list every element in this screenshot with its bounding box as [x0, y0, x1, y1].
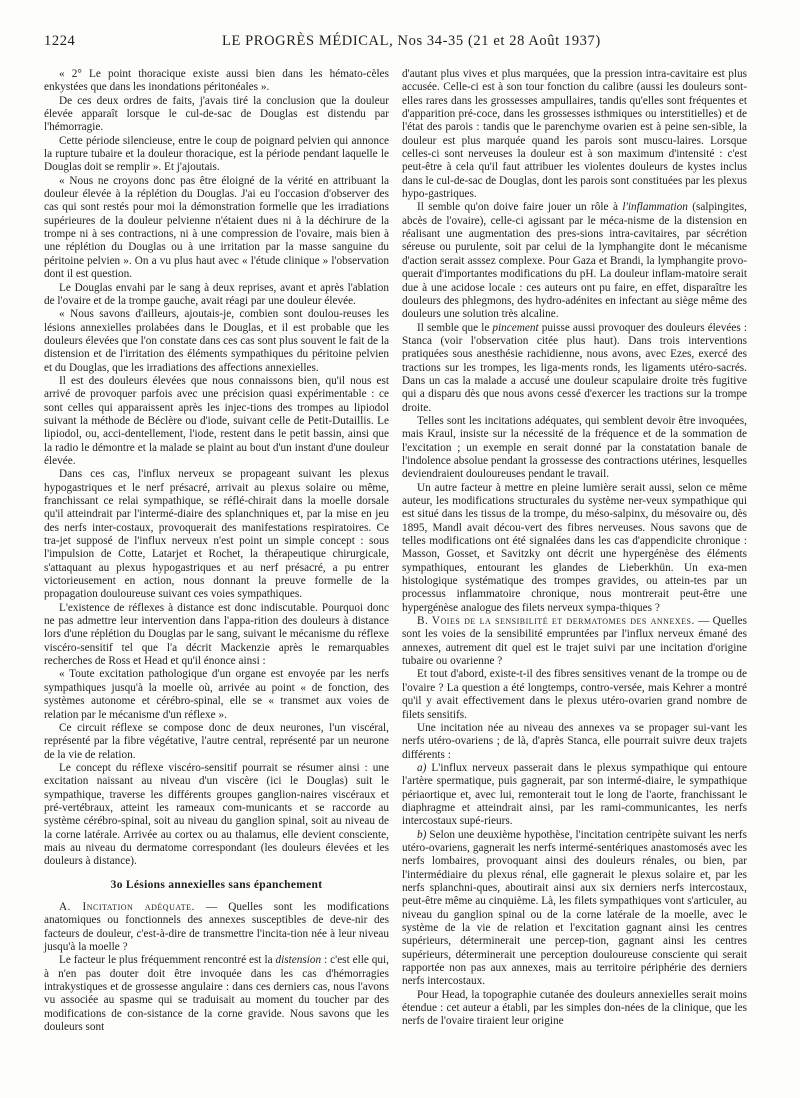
paragraph: Cette période silencieuse, entre le coup de poignard pelvien qui annonce la rupture tubaire et la douleur thoracique, est la période pendant laquelle le Douglas doit se remplir ». Et j'ajoutais.	[44, 134, 389, 174]
paragraph-text: puisse aussi provoquer des douleurs élevées : Stanca (voir l'observation citée plus haut). Dans trois interventions pratiquées sous anesthésie rachidienne, nous avons, avec Ezes, exercé des tractions sur les trompes, les liga-ments ronds, les ligaments utéro-sacrés. Dans un cas la malade a accusé une douleur scapulaire droite très fugitive qui a disparu dès que nous avons cessé d'exercer les tractions sur la trompe droite.	[402, 321, 747, 414]
paragraph: Il est des douleurs élevées que nous connaissons bien, qu'il nous est arrivé de provoquer parfois avec une précision quasi expérimentable : ce sont celles qui apparaissent après les injec-tions des trompes au lipiodol suivant la méthode de Béclère ou d'iode, suivant celle de Petit-Dutaillis. Le lipiodol, ou, acci-dentellement, l'iode, restent dans le petit bassin, ainsi que la radio le démontre et la malade se plaint au bout d'un instant d'une douleur élevée.	[44, 374, 389, 467]
paragraph-text: — Quelles sont les modifications anatomiques ou fonctionnels des annexes susceptibles de deve-nir des facteurs de douleur, c'est-à-dire de transmettre l'incita-tion née à leur niveau jusqu'à la moelle ?	[44, 900, 389, 953]
quotation: « Toute excitation pathologique d'un organe est envoyée par les nerfs sympathiques jusqu'à la moelle où, arrivée au point « de fonction, des systèmes autonome et cérébro-spinal, elle se « transmet aux voies de relation par le mécanisme d'un réflexe ».	[44, 668, 389, 721]
paragraph-text: Le facteur le plus fréquemment rencontré est la	[59, 954, 276, 967]
paragraph-text: Il semble que le	[417, 321, 493, 334]
subsection-label: B. Voies de la sensibilité et dermatomes des annexes.	[417, 615, 695, 628]
paragraph: Le concept du réflexe viscéro-sensitif pourrait se résumer ainsi : une excitation naissant au niveau d'un viscère (ici le Douglas) suit le sympathique, traverse les différents groupes ganglion-naires viscéraux et pré-vertébraux, atteint les rameaux com-municants et se raccorde au système cérébro-spinal, soit au niveau du ganglion spinal, soit au niveau de la corne latérale. Arrivée au cortex ou au thalamus, elle devient consciente, mais au niveau du dermatome correspondant (les douleurs élevées et les douleurs à distance).	[44, 761, 389, 868]
paragraph: De ces deux ordres de faits, j'avais tiré la conclusion que la douleur élevée apparaît lorsque le cul-de-sac de Douglas est distendu par l'hémorragie.	[44, 94, 389, 134]
paragraph	[402, 615, 747, 668]
subsection-label: A. Incitation adéquate.	[59, 900, 195, 913]
list-label: a)	[417, 761, 427, 774]
paragraph: Telles sont les incitations adéquates, qui semblent devoir être invoquées, mais Kraul, insiste sur la nécessité de la fréquence et de la sommation de l'excitation ; un exemple en serait donné par la constatation banale de l'indolence absolue pendant la grossesse des contractions utérines, lesquelles deviendraient douloureuses pendant le travail.	[402, 414, 747, 481]
paragraph	[402, 201, 747, 321]
running-title: LE PROGRÈS MÉDICAL, Nos 34-35 (21 et 28 Août 1937)	[222, 33, 601, 49]
paragraph	[44, 954, 389, 1034]
paragraph: Le Douglas envahi par le sang à deux reprises, avant et après l'ablation de l'ovaire et de la trompe gauche, avait réagi par une douleur élevée.	[44, 281, 389, 307]
paragraph: Une incitation née au niveau des annexes va se propager sui-vant les nerfs utéro-ovariens ; de là, d'après Stanca, elle pourrait suivre deux trajets différents :	[402, 721, 747, 761]
emphasis: pincement	[492, 321, 539, 334]
paragraph-text: — Quelles sont les voies de la sensibilité empruntées par l'influx nerveux émané des annexes, autrement dit quel est le trajet suivi par une incitation d'origine tubaire ou ovarienne ?	[402, 615, 747, 668]
paragraph: Pour Head, la topographie cutanée des douleurs annexielles serait moins étendue : cet auteur a établi, par les simples don-nées de la clinique, que les nerfs de l'ovaire tiraient leur origine	[402, 988, 747, 1028]
paragraph-text: : c'est elle qui, à n'en pas douter doit être invoquée dans les cas d'hémorragies intrakystiques et de grossesse angulaire : dans ces derniers cas, nous l'avons vu associée au spasme qui se traduisait au moment du toucher par des modifications de con-sistance de la corne gravide. Nous savons que les douleurs sont	[44, 954, 389, 1034]
paragraph	[402, 762, 747, 829]
paragraph: d'autant plus vives et plus marquées, que la pression intra-cavitaire est plus accusée. Celle-ci est à son tour fonction du calibre (aussi les douleurs sont-elles rares dans les grossesses ampullaires, tandis qu'elles sont fréquentes et d'apparition pré-coce, dans les grossesses isthmiques ou interstitielles) et de l'état des parois : tandis que le parenchyme ovarien est à peine sen-sible, la douleur est plus marquée quand les parois sont muscu-laires. Lorsque celles-ci sont nerveuses la douleur est à son maximum d'intensité : c'est peut-être à cela qu'il faut attribuer les violentes douleurs de kystes inclus dans le cul-de-sac de Douglas, dont les parois sont constituées par les plexus hypo-gastriques.	[402, 68, 747, 201]
paragraph	[44, 901, 389, 954]
page-header	[44, 33, 760, 53]
paragraph-text: Selon une deuxième hypothèse, l'incitation centripète suivant les nerfs utéro-ovariens, gagnerait les nerfs intermé-sentériques anastomosés avec les nerfs lombaires, provoquant ainsi des douleurs rénales, ou bien, par l'intermédiaire du plexus rénal, elle gagnerait le plexus solaire et, par les nerfs splanchni-ques, aboutirait ainsi aux six derniers nerfs intercostaux, peut-être même au cinquième. Là, les filets sympathiques vont s'articuler, au niveau du ganglion spinal ou de la corne latérale de la moelle, avec le système de la vie de relation et l'excitation gagnant ainsi les centres supérieurs, déterminerait une percep-tion, gagnant ainsi les centres supérieurs, déterminerait une perception douloureuse consciente qui serait rapportée non pas aux annexes, mais au territoire périphérie des derniers nerfs intercostaux.	[402, 828, 747, 988]
left-column	[44, 68, 389, 1034]
paragraph-text: L'influx nerveux passerait dans le plexus sympathique qui entoure l'artère spermatique, puis gagnerait, par son intermé-diaire, le sympathique périaortique et, avec lui, remonterait tout le long de l'aorte, franchissant le diaphragme et atteindrait ainsi, par les rami-communicantes, les nerfs intercostaux supé-rieurs.	[402, 761, 747, 828]
paragraph: Dans ces cas, l'influx nerveux se propageant suivant les plexus hypogastriques et le nerf présacré, arrivait au plexus solaire ou même, franchissant ce relai sympathique, se réflé-chirait dans la moelle dorsale qu'il atteindrait par l'intermé-diaire des splanchniques et, par la mise en jeu des nerfs inter-costaux, provoquerait des manifestations respiratoires. Ce tra-jet supposé de l'influx nerveux n'est point un simple concept : sous l'impulsion de Cotte, Latarjet et Rochet, la thérapeutique chirurgicale, s'attaquant au plexus hypogastriques et au nerf présacré, a pu entrer victorieusement en action, nous donnant la preuve formelle de la propagation douloureuse suivant ces voies sympathiques.	[44, 468, 389, 601]
paragraph: Ce circuit réflexe se compose donc de deux neurones, l'un viscéral, représenté par la fibre végétative, l'autre central, représenté par un neurone de la vie de relation.	[44, 721, 389, 761]
paragraph: « 2° Le point thoracique existe aussi bien dans les hémato-cèles enkystées que dans les inondations péritonéales ».	[44, 68, 389, 94]
paragraph-text: (salpingites, abcès de l'ovaire), celle-ci agissant par le méca-nisme de la distension en réalisant une augmentation des pres-sions intra-cavitaires, par sécrétion séreuse ou purulente, soit par celui de la lymphangite dont le mécanisme d'action serait asssez complexe. Pour Gaza et Brandi, la lymphangite provo-querait d'importantes modifications du pH. La douleur inflam-matoire serait due à une acidose locale : ces auteurs ont pu faire, en effet, disparaître les douleurs des phlegmons, des hydro-adénites en infectant au siège même des douleurs une solution très alcaline.	[402, 201, 747, 321]
right-column	[402, 68, 747, 1029]
paragraph: L'existence de réflexes à distance est donc indiscutable. Pourquoi donc ne pas admettre leur intervention dans l'appa-rition des douleurs à distance lors d'une réplétion du Douglas par le sang, suivant le mécanisme du réflexe viscéro-sensitif tel que l'a décrit Mackenzie après le remarquables recherches de Ross et Head et qu'il énonce ainsi :	[44, 601, 389, 668]
paragraph-text: Il semble qu'on doive faire jouer un rôle à	[417, 201, 623, 214]
paragraph	[402, 829, 747, 989]
emphasis: distension	[275, 954, 322, 967]
paragraph: « Nous ne croyons donc pas être éloigné de la vérité en attribuant la douleur élevée à la réplétion du Douglas. J'ai eu l'occasion d'observer des cas qui sont restés pour moi la démonstration formelle que les irradiations supérieures de la douleur pelvienne n'étaient dues ni à la déchirure de la trompe ni à ses contractions, ni à une compression de l'ovaire, mais bien à une réplétion du Douglas ou à une irritation par la masse sanguine du péritoine pelvien ». On a vu plus haut avec « l'étude clinique » l'observation dont il est question.	[44, 174, 389, 281]
section-heading: 3o Lésions annexielles sans épanchement	[110, 878, 323, 891]
paragraph: Un autre facteur à mettre en pleine lumière serait aussi, selon ce même auteur, les modifications structurales du système ner-veux sympathique qui est situé dans les tissus de la trompe, du méso-salpinx, du mésovaire ou, dès 1895, Mandl avait décou-vert des fibres nerveuses. Nous savons que de telles modifications ont été signalées dans les cas d'appendicite chronique : Masson, Gosset, et Savitzky ont décrit une hypergénèse des éléments sympathiques, entourant les glandes de Lieberkhün. Un exa-men histologique systématique des trompes gravides, ou attein-tes par un processus inflammatoire chronique, nous montrerait peut-être une hypergénèse analogue des filets nerveux sympa-thiques ?	[402, 481, 747, 614]
paragraph: Et tout d'abord, existe-t-il des fibres sensitives venant de la trompe ou de l'ovaire ? La question a été longtemps, contro-versée, mais Kehrer a montré qu'il y avait effectivement dans le plexus utéro-ovarien grand nombre de filets sensitifs.	[402, 668, 747, 721]
list-label: b)	[417, 828, 427, 841]
paragraph	[402, 322, 747, 415]
page-number: 1224	[44, 33, 76, 49]
emphasis: l'inflammation	[622, 201, 688, 214]
paragraph: « Nous savons d'ailleurs, ajoutais-je, combien sont doulou-reuses les lésions annexielles prolabées dans le Douglas, et il est probable que les douleurs élevées que l'on constate dans ces cas sont plus souvent le fait de la distension et de l'irritation des éléments sympathiques du péritoine pelvien et du Douglas, que les irradiations des affections annexielles.	[44, 308, 389, 374]
